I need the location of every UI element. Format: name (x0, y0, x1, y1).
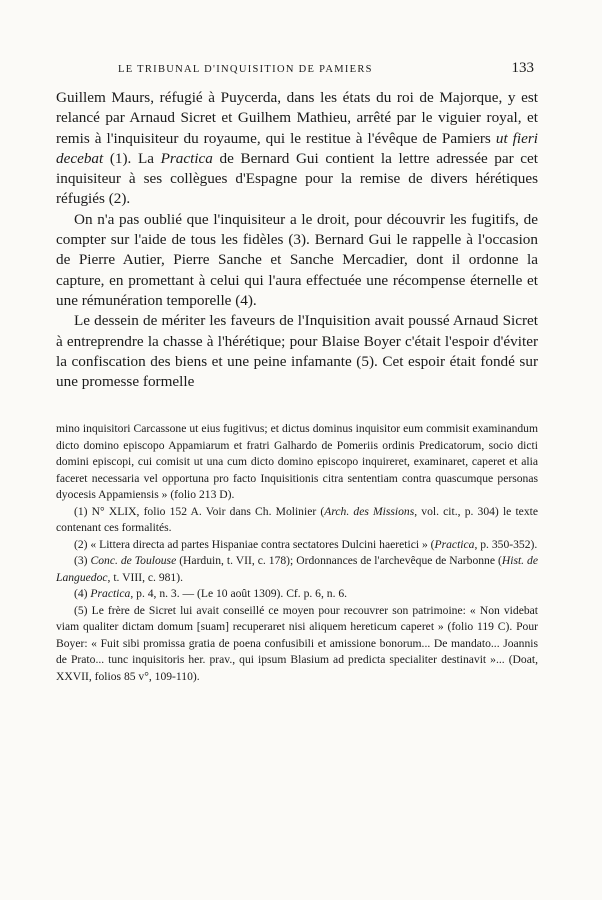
footnote-1: (1) N° XLIX, folio 152 A. Voir dans Ch. Molinier (Arch. des Missions, vol. cit., p. 304) le texte contenant ces formalités. (56, 504, 538, 535)
footnote-continuation: mino inquisitori Carcassone ut eius fugitivus; et dictus dominus inquisitor eum commisit examinandum dicto domino episcopo Appamiarum et fratri Galhardo de Pomeriis ordinis Predicatorum, socio dicti domini episcopi, cui comisit ut una cum dicto domino episcopo inquireret, examinaret, caperet et alia faceret necessaria vel opportuna pro facto Inquisitionis citra sententiam contra quascumque personas dyocesis Appamiensis » (folio 213 D). (56, 422, 538, 502)
footnote-3: (3) Conc. de Toulouse (Harduin, t. VII, c. 178); Ordonnances de l'archevêque de Narbonne (Hist. de Languedoc, t. VIII, c. 981). (56, 554, 538, 584)
italic-phrase: ut fieri decebat (56, 129, 538, 167)
notes-separator (56, 414, 538, 415)
main-text (56, 88, 538, 392)
footnotes (56, 421, 538, 685)
paragraph-1: Guillem Maurs, réfugié à Puycerda, dans les états du roi de Majorque, y est relancé par Arnaud Sicret et Guilhem Mathieu, arrêté par le viguier royal, et remis à l'inquisiteur du royaume, qui le restitue à l'évêque de Pamiers ut fieri decebat (1). La Practica de Bernard Gui contient la lettre adressée par cet inquisiteur à ses collègues d'Espagne pour la remise de divers hérétiques réfugiés (2). (56, 89, 539, 208)
footnote-2: (2) « Littera directa ad partes Hispaniae contra sectatores Dulcini haeretici » (Practica, p. 350-352). (74, 537, 538, 551)
running-head (56, 60, 538, 82)
running-title: LE TRIBUNAL D'INQUISITION DE PAMIERS (118, 64, 373, 75)
footnote-5: (5) Le frère de Sicret lui avait conseillé ce moyen pour recouvrer son patrimoine: « Non videbat viam qualiter dictam domum [suam] recuperaret nisi aliquem hereticum caperet » (folio 119 C). Pour Boyer: « Fuit sibi promissa gratia de poena confusibili et amissione bonorum... De mandato... Joannis de Prato... tunc inquisitoris her. prav., qui ipsum Blasium ad predicta specialiter destinavit »... (Doat, XXVII, folios 85 v°, 109-110). (56, 603, 538, 683)
footnote-4: (4) Practica, p. 4, n. 3. — (Le 10 août 1309). Cf. p. 6, n. 6. (74, 587, 348, 601)
italic-title: Practica (160, 149, 213, 167)
paragraph-3: Le dessein de mériter les faveurs de l'Inquisition avait poussé Arnaud Sicret à entreprendre la chasse à l'hérétique; pour Blaise Boyer c'était l'espoir d'éviter la confiscation des biens et une peine infamante (5). Cet espoir était fondé sur une promesse formelle (56, 312, 538, 391)
page-number: 133 (511, 60, 534, 76)
book-page (56, 60, 538, 685)
paragraph-2: On n'a pas oublié que l'inquisiteur a le droit, pour découvrir les fugitifs, de compter sur l'aide de tous les fidèles (3). Bernard Gui le rappelle à l'occasion de Pierre Autier, Pierre Sanche et Sanche Mercadier, dont il ordonne la capture, en promettant à celui qui l'aura effectuée une récompense éternelle et une rémunération temporelle (4). (56, 210, 538, 309)
